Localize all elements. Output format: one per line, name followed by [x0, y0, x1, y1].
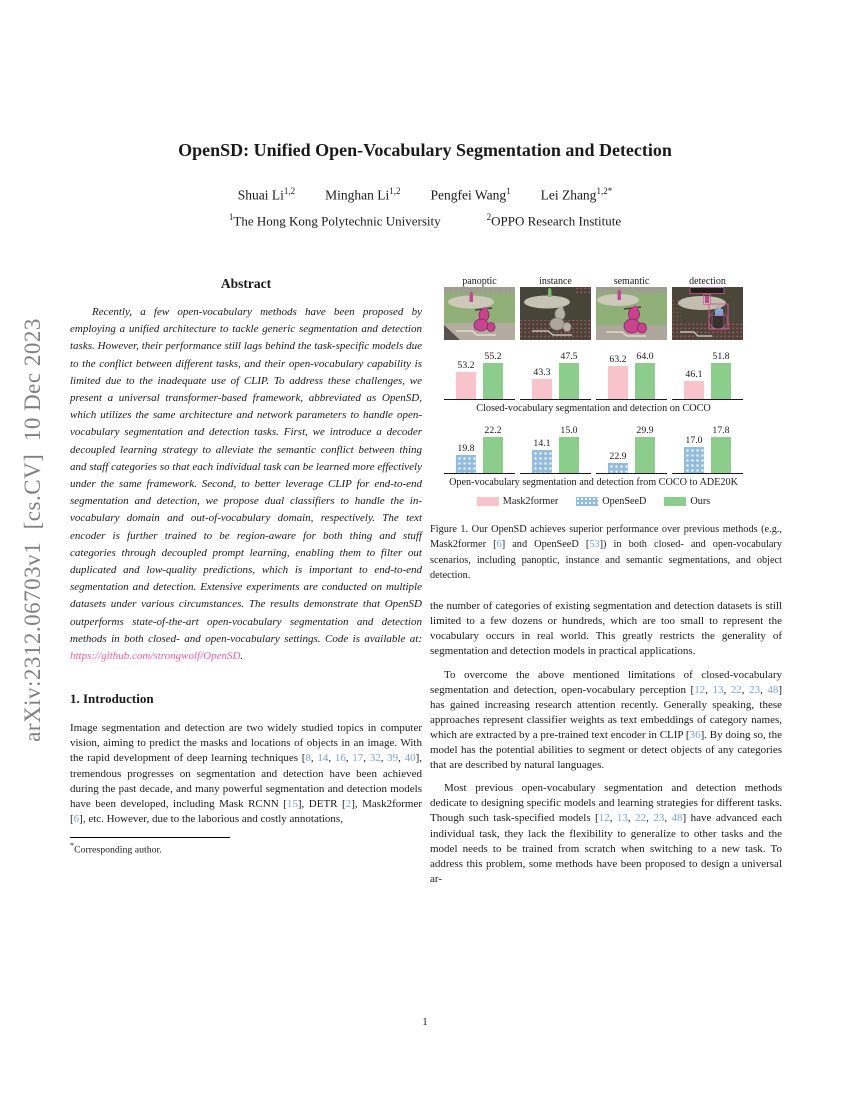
page-title: OpenSD: Unified Open-Vocabulary Segmentation and Detection	[178, 140, 672, 160]
legend-swatch	[664, 497, 686, 506]
affiliation-list	[0, 212, 850, 229]
label-detection: detection	[689, 276, 726, 287]
bar-rect	[532, 379, 552, 399]
section-heading-introduction: 1. Introduction	[70, 691, 154, 707]
bar-openseed-detection	[684, 435, 704, 473]
bar-mask2former-semantic	[608, 354, 628, 399]
bar-value-label: 22.9	[609, 451, 627, 462]
figure-image-row	[444, 287, 743, 340]
bar-chart-detection	[672, 348, 743, 400]
right-column-body	[430, 599, 782, 887]
citation-ref[interactable]: 12	[598, 812, 610, 825]
bar-value-label: 43.3	[533, 367, 551, 378]
bar-rect	[559, 437, 579, 473]
bar-ours-semantic	[635, 425, 655, 473]
label-semantic: semantic	[613, 276, 650, 287]
bar-rect	[635, 437, 655, 473]
bar-value-label: 53.2	[457, 360, 475, 371]
bar-rect	[684, 447, 704, 473]
citation-ref[interactable]: 12	[694, 683, 706, 696]
bar-mask2former-instance	[532, 367, 552, 399]
detection-image	[672, 287, 743, 340]
affiliation: $^2$OPPO Research Institute	[486, 212, 622, 229]
bar-rect	[456, 455, 476, 473]
citation-ref[interactable]: 15	[286, 797, 298, 810]
legend-item-ours	[664, 496, 710, 507]
legend-item-openseed	[576, 496, 646, 507]
citation-ref[interactable]: 2	[345, 797, 352, 810]
bar-mask2former-panoptic	[456, 360, 476, 399]
legend-swatch	[477, 497, 499, 506]
author: Minghan Li$^{1,2}$	[325, 186, 401, 203]
open-vocabulary-caption: Open-vocabulary segmentation and detection from COCO to ADE20K	[449, 477, 738, 488]
closed-vocabulary-caption: Closed-vocabulary segmentation and detection on COCO	[476, 403, 711, 414]
bar-ours-detection	[711, 425, 731, 473]
citation-ref[interactable]: 48	[671, 812, 683, 825]
closed-vocabulary-chart-row	[444, 348, 743, 400]
figure-caption: Figure 1. Our OpenSD achieves superior performance over previous methods (e.g., Mask2former [6] and OpenSeeD [53]) in both closed- and open-vocabulary scenarios, including panoptic, instance and semantic segmentations, and object detection.	[430, 524, 782, 581]
author: Pengfei Wang$^1$	[430, 186, 511, 203]
bar-rect	[711, 363, 731, 399]
citation-ref[interactable]: 32	[369, 752, 381, 765]
page-number: 1	[422, 1016, 428, 1028]
code-link[interactable]: https://github.com/strongwolf/OpenSD	[70, 650, 241, 663]
citation-ref[interactable]: 22	[730, 683, 742, 696]
bar-chart-semantic	[596, 422, 667, 474]
citation-ref[interactable]: 17	[352, 752, 364, 765]
bar-rect	[483, 437, 503, 473]
author-list	[0, 186, 850, 204]
bar-chart-detection	[672, 422, 743, 474]
legend-swatch	[576, 497, 598, 506]
citation-ref[interactable]: 16	[334, 752, 346, 765]
author: Shuai Li$^{1,2}$	[237, 186, 296, 203]
bar-value-label: 19.8	[457, 443, 475, 454]
bar-rect	[559, 363, 579, 399]
citation-ref[interactable]: 8	[305, 752, 311, 765]
panoptic-segmentation-image	[444, 287, 515, 340]
bar-chart-panoptic	[444, 348, 515, 400]
bar-rect	[483, 363, 503, 399]
semantic-segmentation-image	[596, 287, 667, 340]
bar-value-label: 63.2	[609, 354, 627, 365]
bar-value-label: 46.1	[685, 369, 703, 380]
citation-ref[interactable]: 6	[73, 812, 80, 825]
bar-rect	[711, 437, 731, 473]
legend-label: Ours	[690, 496, 711, 507]
intro-paragraph: Image segmentation and detection are two widely studied topics in computer vision, aiming to predict the masks and locations of objects in an image. With the rapid development of deep learning techniques [8, 14, 16, 17, 32, 39, 40], tremendous progresses on segmentation and detection have been achieved during the past decade, and many powerful segmentation and detection models have been developed, including Mask RCNN [15], DETR [2], Mask2former [6], etc. However, due to the laborious and costly annotations,	[70, 722, 423, 825]
bar-rect	[456, 372, 476, 399]
affiliation: $^1$The Hong Kong Polytechnic University	[228, 212, 441, 229]
open-vocabulary-chart-row	[444, 422, 743, 474]
bar-ours-semantic	[635, 351, 655, 399]
bar-chart-instance	[520, 348, 591, 400]
bar-ours-instance	[559, 351, 579, 399]
bar-rect	[608, 463, 628, 473]
bar-value-label: 29.9	[636, 425, 654, 436]
bar-chart-instance	[520, 422, 591, 474]
citation-ref[interactable]: 23	[653, 812, 665, 825]
bar-value-label: 64.0	[636, 351, 654, 362]
figure-legend	[444, 496, 743, 507]
bar-rect	[608, 366, 628, 399]
author: Lei Zhang$^{1,2*}$	[540, 186, 613, 203]
bar-ours-panoptic	[483, 425, 503, 473]
instance-segmentation-image	[520, 287, 591, 340]
citation-ref[interactable]: 39	[387, 752, 399, 765]
left-column	[70, 276, 422, 855]
arxiv-watermark: arXiv:2312.06703v1 [cs.CV] 10 Dec 2023	[20, 318, 45, 742]
bar-openseed-semantic	[608, 451, 628, 473]
body-paragraph: the number of categories of existing segmentation and detection datasets is still limited to a few dozens or hundreds, which are too small to represent the vocabulary occurs in real world. This greatly restricts the generality of segmentation and detection models in practical applications.	[430, 600, 782, 658]
bar-rect	[684, 381, 704, 399]
bar-value-label: 17.0	[685, 435, 703, 446]
figure-image-labels	[444, 276, 743, 287]
bar-ours-panoptic	[483, 351, 503, 399]
bar-openseed-instance	[532, 438, 552, 473]
legend-label: Mask2former	[502, 496, 559, 507]
citation-ref[interactable]: 14	[317, 752, 329, 765]
right-column	[430, 276, 782, 895]
abstract-body: Recently, a few open-vocabulary methods have been proposed by employing a unified architecture to tackle generic segmentation and detection tasks. However, their performance still lags behind the task-specific models due to the conflict between different tasks, and their open-vocabulary capability is limited due to the inadequate use of CLIP. To address these challenges, we present a universal transformer-based framework, abbreviated as OpenSD, which utilizes the same architecture and network parameters to handle open-vocabulary segmentation and detection tasks. First, we introduce a decoder decoupled learning strategy to alleviate the semantic conflict between thing and staff categories so that each individual task can be learned more effectively under the same framework. Second, to better leverage CLIP for end-to-end segmentation and detection, we propose dual classifiers to handle the in-vocabulary domain and out-of-vocabulary domain, respectively. The text encoder is further trained to be region-aware for both thing and stuff categories through decoupled prompt learning, enabling them to filter out duplicated and low-quality predictions, which is important to end-to-end segmentation and detection. Extensive experiments are conducted on multiple datasets under various circumstances. The results demonstrate that OpenSD outperforms state-of-the-art open-vocabulary segmentation and detection methods in both closed- and open-vocabulary settings. Code is available at: https://github.com/strongwolf/OpenSD.	[70, 306, 422, 663]
body-paragraph: Most previous open-vocabulary segmentation and detection methods dedicate to designing specific models and learning strategies for different tasks. Though such task-specified models [12, 13, 22, 23, 48] have advanced each individual task, they lack the flexibility to generalize to other tasks and the model needs to be trained from scratch when switching to a new task. To address this problem, some methods have been proposed to design a universal ar-	[430, 782, 782, 885]
footnote-rule	[70, 837, 230, 838]
bar-value-label: 47.5	[560, 351, 578, 362]
citation-ref[interactable]: 36	[689, 728, 701, 741]
abstract-heading: Abstract	[220, 276, 272, 291]
label-instance: instance	[539, 276, 572, 287]
bar-value-label: 22.2	[484, 425, 502, 436]
legend-label: OpenSeeD	[602, 496, 647, 507]
figure-1	[444, 276, 743, 507]
bar-chart-semantic	[596, 348, 667, 400]
citation-ref[interactable]: 6	[496, 539, 502, 551]
bar-rect	[635, 363, 655, 399]
citation-ref[interactable]: 40	[404, 752, 416, 765]
bar-value-label: 17.8	[712, 425, 730, 436]
bar-mask2former-detection	[684, 369, 704, 399]
citation-ref[interactable]: 53	[589, 539, 600, 551]
citation-ref[interactable]: 22	[635, 812, 647, 825]
bar-ours-instance	[559, 425, 579, 473]
bar-ours-detection	[711, 351, 731, 399]
citation-ref[interactable]: 13	[616, 812, 628, 825]
citation-ref[interactable]: 23	[749, 683, 761, 696]
citation-ref[interactable]: 13	[712, 683, 724, 696]
citation-ref[interactable]: 48	[767, 683, 779, 696]
body-paragraph: To overcome the above mentioned limitations of closed-vocabulary segmentation and detection, open-vocabulary perception [12, 13, 22, 23, 48] has gained increasing research attention recently. Generally speaking, these approaches represent classifier weights as text embeddings of category names, which are extracted by a pre-trained text encoder in CLIP [36]. By doing so, the model has the potential abilities to segment or detect objects of any categories that are described by natural languages.	[430, 668, 783, 772]
bar-value-label: 14.1	[533, 438, 551, 449]
bar-chart-panoptic	[444, 422, 515, 474]
legend-item-mask2former	[477, 496, 558, 507]
bar-value-label: 55.2	[484, 351, 502, 362]
bar-value-label: 51.8	[712, 351, 730, 362]
bar-rect	[532, 450, 552, 473]
bar-openseed-panoptic	[456, 443, 476, 473]
footnote: *Corresponding author.	[70, 837, 422, 855]
label-panoptic: panoptic	[462, 276, 497, 287]
bar-value-label: 15.0	[560, 425, 578, 436]
